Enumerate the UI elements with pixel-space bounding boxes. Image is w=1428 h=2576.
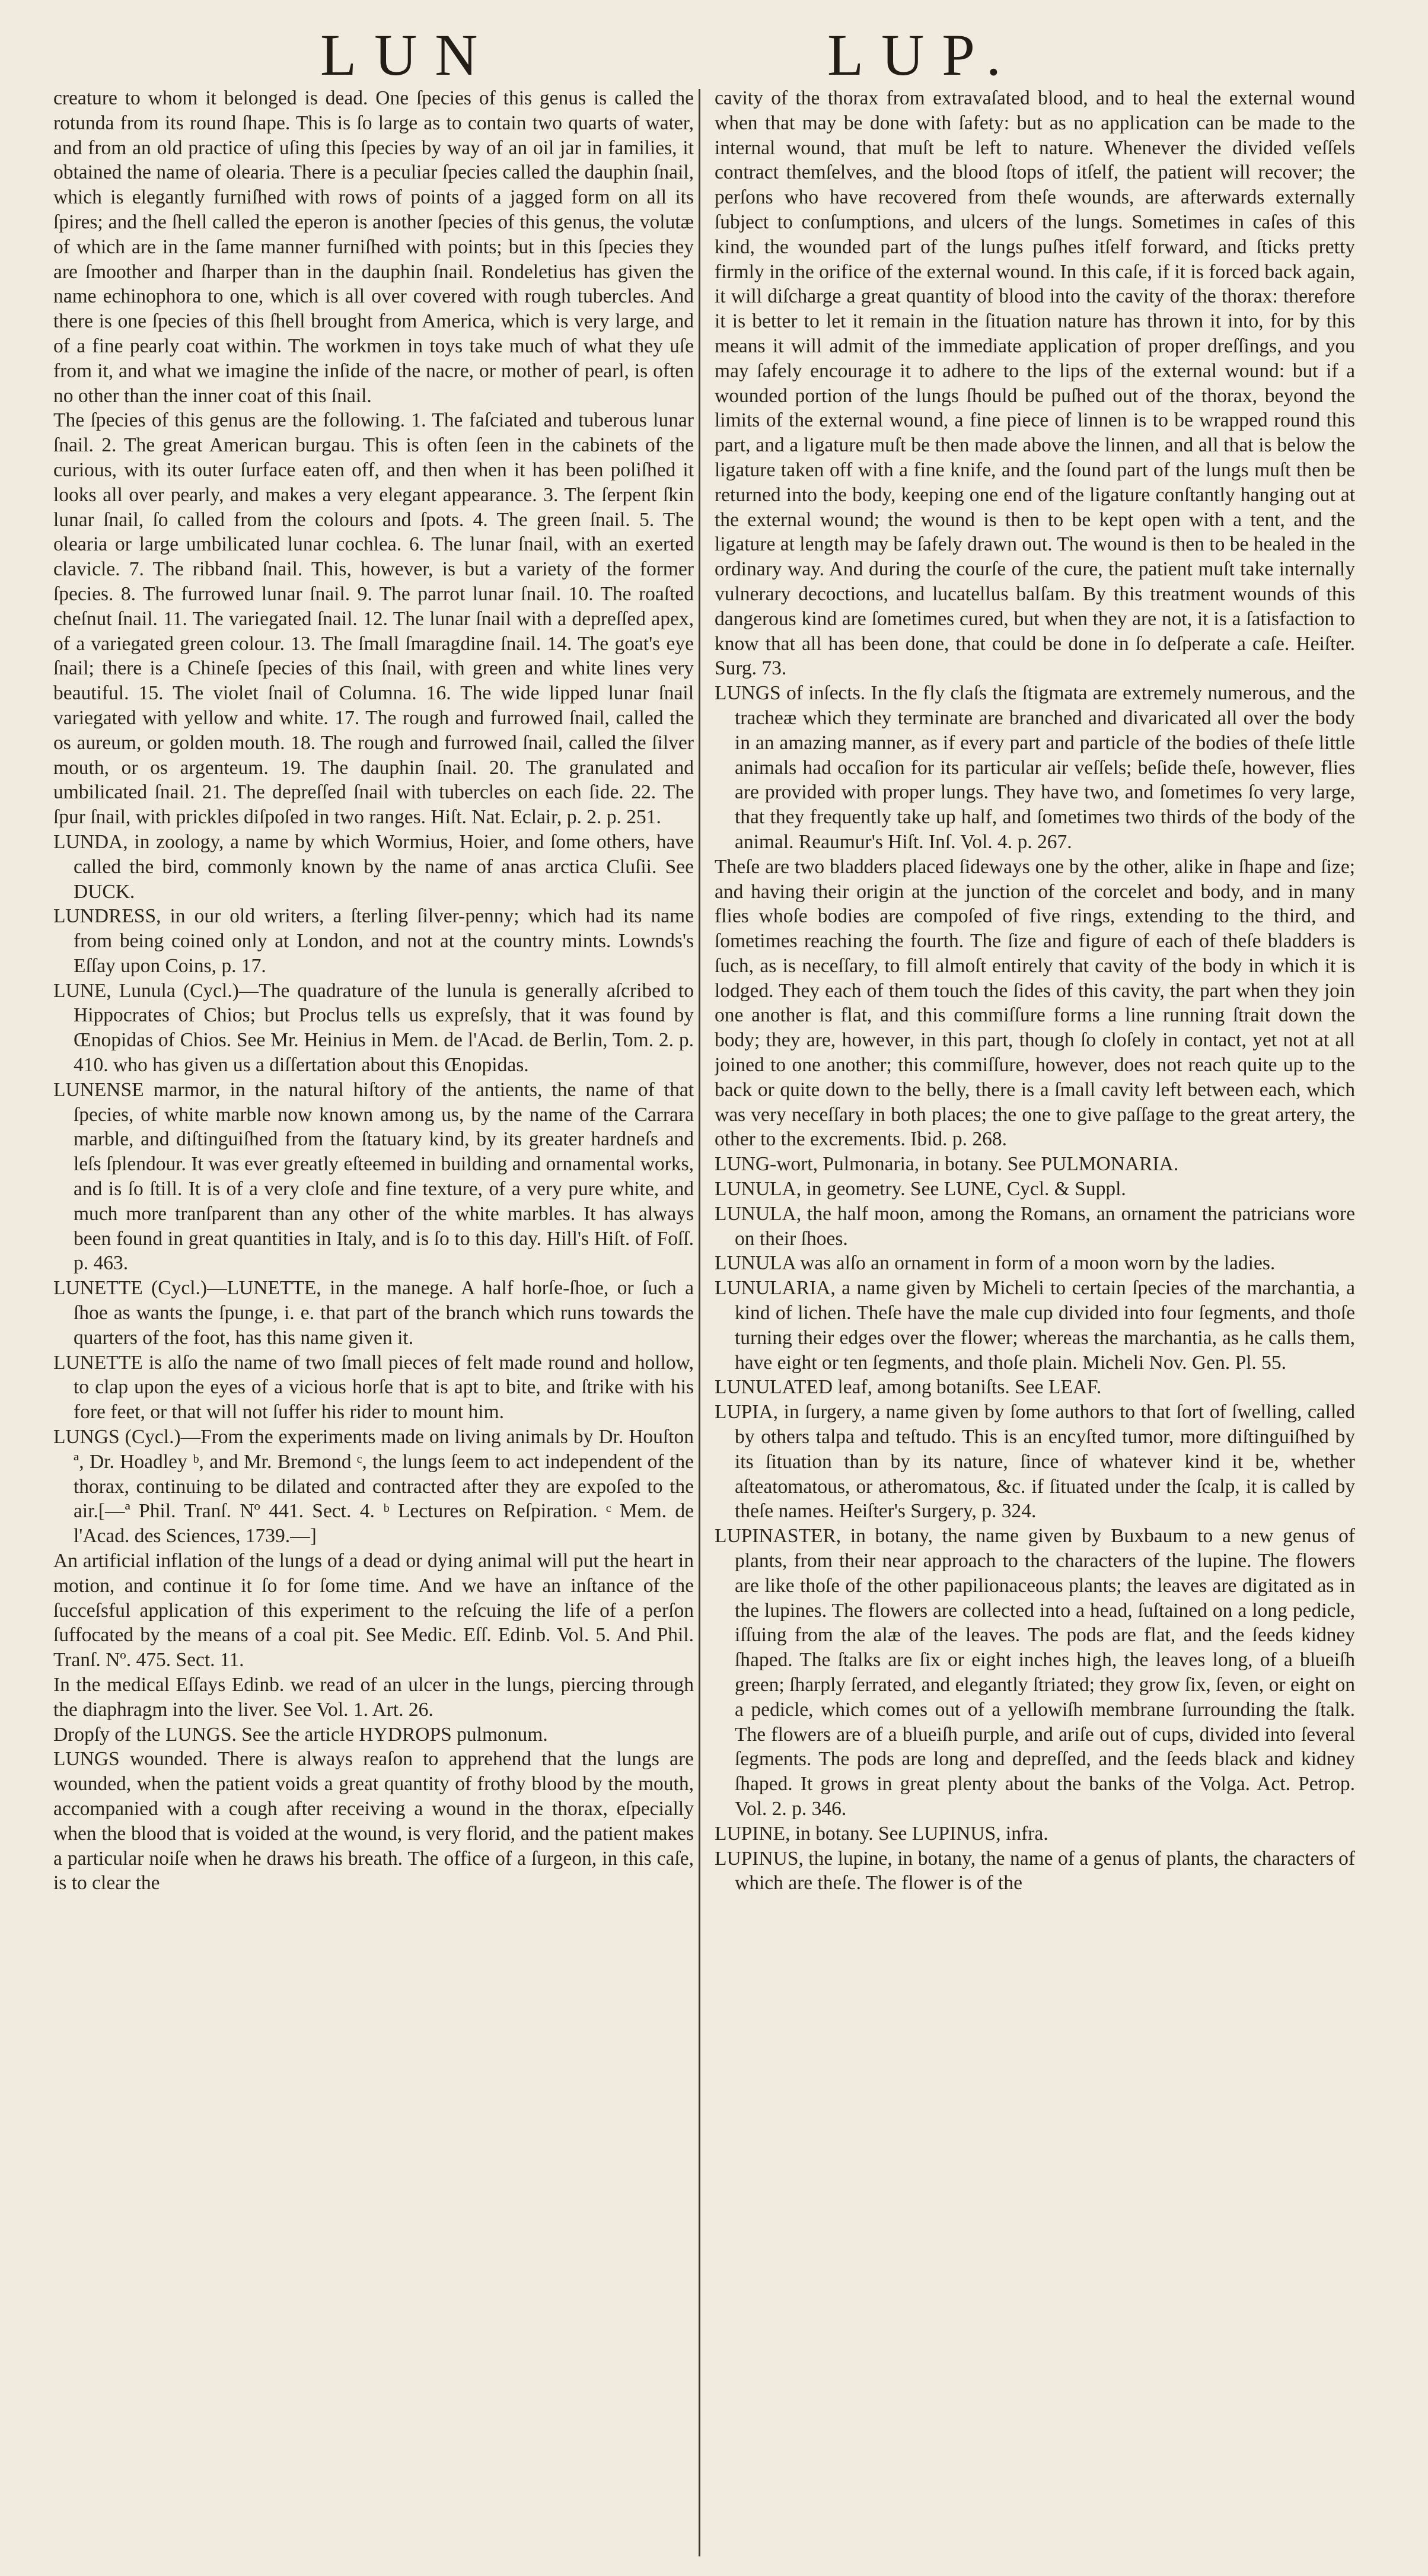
- entry-lunense: LUNENSE marmor, in the natural hiſtory of the antients, the name of that ſpecies, of white marble now known among us, by the name of the Carrara marble, and diſtinguiſhed from the ſtatuary kind, by its greater hardneſs and leſs ſplendour. It was ever greatly eſteemed in building and ornamental works, and is ſo ſtill. It is of a very cloſe and fine texture, of a very pure white, and much more tranſparent than any other of the white marbles. It has always been found in great quantities in Italy, and is ſo to this day. Hill's Hiſt. of Foſſ. p. 463.: [53, 1078, 694, 1275]
- entry-lunula-half-moon: LUNULA, the half moon, among the Romans, an ornament the patricians wore on their ſhoes.: [715, 1202, 1355, 1250]
- left-column: [53, 86, 694, 2559]
- paragraph: Dropſy of the LUNGS. See the article HYDROPS pulmonum.: [53, 1723, 548, 1746]
- entry-lune: LUNE, Lunula (Cycl.)—The quadrature of the lunula is generally aſcribed to Hippocrates of Chios; but Proclus tells us expreſsly, that it was found by Œnopidas of Chios. See Mr. Heinius in Mem. de l'Acad. de Berlin, Tom. 2. p. 410. who has given us a diſſertation about this Œnopidas.: [53, 979, 694, 1077]
- column-divider: [699, 89, 700, 2556]
- entry-lunula-geometry: LUNULA, in geometry. See LUNE, Cycl. & Suppl.: [715, 1178, 1126, 1201]
- entry-lunette: LUNETTE (Cycl.)—LUNETTE, in the manege. A half horſe-ſhoe, or ſuch a ſhoe as wants the ſpunge, i. e. that part of the branch which runs towards the quarters of the foot, has this name given it.: [53, 1277, 694, 1349]
- paragraph: In the medical Eſſays Edinb. we read of an ulcer in the lungs, piercing through the diaphragm into the liver. See Vol. 1. Art. 26.: [53, 1674, 694, 1721]
- entry-lundress: LUNDRESS, in our old writers, a ſterling ſilver-penny; which had its name from being coined only at London, and not at the country mints. Lownds's Eſſay upon Coins, p. 17.: [53, 905, 694, 977]
- header-left-word: LUN: [320, 22, 496, 88]
- right-column: [715, 86, 1355, 2559]
- entry-lung-wort: LUNG-wort, Pulmonaria, in botany. See PULMONARIA.: [715, 1153, 1179, 1176]
- header-right-word: LUP.: [827, 22, 1019, 88]
- entry-lunda: LUNDA, in zoology, a name by which Wormius, Hoier, and ſome others, have called the bird, commonly known by the name of anas arctica Cluſii. See DUCK.: [53, 830, 694, 903]
- entry-lupia: LUPIA, in ſurgery, a name given by ſome authors to that ſort of ſwelling, called by others talpa and teſtudo. This is an encyſted tumor, more diſtinguiſhed by its ſituation than by its nature, ſince of whatever kind it be, whether aſteatomatous, or atheromatous, &c. if ſituated under the ſcalp, it is called by theſe names. Heiſter's Surgery, p. 324.: [715, 1401, 1355, 1523]
- paragraph: An artificial inflation of the lungs of a dead or dying animal will put the heart in motion, and continue it ſo for ſome time. And we have an inſtance of the ſucceſsful application of this experiment to the reſcuing the life of a perſon ſuffocated by the means of a coal pit. See Medic. Eſſ. Edinb. Vol. 5. And Phil. Tranſ. Nº. 475. Sect. 11.: [53, 1550, 694, 1671]
- entry-lupine: LUPINE, in botany. See LUPINUS, infra.: [715, 1822, 1048, 1845]
- entry-lungs: LUNGS (Cycl.)—From the experiments made on living animals by Dr. Houſton ª, Dr. Hoadley ᵇ, and Mr. Bremond ᶜ, the lungs ſeem to act independent of the thorax, continuing to be dilated and contracted after they are expoſed to the air.[—ª Phil. Tranſ. Nº 441. Sect. 4. ᵇ Lectures on Reſpiration. ᶜ Mem. de l'Acad. des Sciences, 1739.—]: [53, 1426, 694, 1547]
- entry-lupinaster: LUPINASTER, in botany, the name given by Buxbaum to a new genus of plants, from their near approach to the characters of the lupine. The flowers are like thoſe of the other papilionaceous plants; the leaves are digitated as in the lupines. The flowers are collected into a head, ſuſtained on a long pedicle, iſſuing from the alæ of the leaves. The pods are flat, and the ſeeds kidney ſhaped. The ſtalks are ſix or eight inches high, the leaves long, of a blueiſh green; ſharply ſerrated, and elegantly ſtriated; they grow ſix, ſeven, or eight on a pedicle, which comes out of a yellowiſh membrane ſurrounding the ſtalk. The flowers are of a blueiſh purple, and ariſe out of cups, divided into ſeveral ſegments. The pods are long and depreſſed, and the ſeeds black and kidney ſhaped. It grows in great plenty about the banks of the Volga. Act. Petrop. Vol. 2. p. 346.: [715, 1525, 1355, 1820]
- paragraph: creature to whom it belonged is dead. One ſpecies of this genus is called the rotunda from its round ſhape. This is ſo large as to contain two quarts of water, and from an old practice of uſing this ſpecies by way of an oil jar in families, it obtained the name of olearia. There is a peculiar ſpecies called the dauphin ſnail, which is elegantly furniſhed with rows of points of a jagged form on all its ſpires; and the ſhell called the eperon is another ſpecies of this genus, the volutæ of which are in the ſame manner furniſhed with points; but in this ſpecies they are ſmoother and ſharper than in the dauphin ſnail. Rondeletius has given the name echinophora to one, which is all over covered with rough tubercles. And there is one ſpecies of this ſhell brought from America, which is very large, and of a fine pearly coat within. The workmen in toys take much of what they uſe from it, and what we imagine the inſide of the nacre, or mother of pearl, is often no other than the inner coat of this ſnail.: [53, 87, 694, 407]
- entry-lungs-of-insects: LUNGS of inſects. In the fly claſs the ſtigmata are extremely numerous, and the tracheæ which they terminate are branched and divaricated all over the body in an amazing manner, as if every part and particle of the bodies of theſe little animals had occaſion for its particular air veſſels; beſide theſe, however, flies are provided with proper lungs. They have two, and ſometimes ſo very large, that they frequently take up half, and ſometimes two thirds of the body of the animal. Reaumur's Hiſt. Inſ. Vol. 4. p. 267.: [715, 682, 1355, 853]
- entry-lupinus: LUPINUS, the lupine, in botany, the name of a genus of plants, the characters of which are theſe. The flower is of the: [715, 1847, 1355, 1894]
- entry-lunette-felt: LUNETTE is alſo the name of two ſmall pieces of felt made round and hollow, to clap upon the eyes of a vicious horſe that is apt to bite, and ſtrike with his fore feet, or that will not ſuffer his rider to mount him.: [53, 1351, 694, 1424]
- entry-lunula-ornament: LUNULA was alſo an ornament in form of a moon worn by the ladies.: [715, 1252, 1276, 1275]
- paragraph: cavity of the thorax from extravaſated blood, and to heal the external wound when that may be done with ſafety: but as no application can be made to the internal wound, that muſt be left to nature. Whenever the divided veſſels contract themſelves, and the blood ſtops of itſelf, the patient will recover; the perſons who have recovered from theſe wounds, are afterwards externally ſubject to conſumptions, and ulcers of the lungs. Sometimes in caſes of this kind, the wounded part of the lungs puſhes itſelf forward, and ſticks pretty firmly in the orifice of the external wound. In this caſe, if it is forced back again, it will diſcharge a great quantity of blood into the cavity of the thorax: therefore it is better to let it remain in the ſituation nature has thrown it into, for by this means it will admit of the immediate application of proper dreſſings, and you may ſafely encourage it to adhere to the lips of the external wound: but if a wounded portion of the lungs ſhould be puſhed out of the thorax, beyond the limits of the external wound, a fine piece of linnen is to be wrapped round this part, and a ligature muſt be then made above the linnen, and all that is below the ligature taken off with a fine knife, and the ſound part of the lungs muſt then be returned into the body, keeping one end of the ligature conſtantly hanging out at the external wound; the wound is then to be kept open with a tent, and the ligature at length may be ſafely drawn out. The wound is then to be healed in the ordinary way. And during the courſe of the cure, the patient muſt take internally vulnerary decoctions, and lucatellus balſam. By this treatment wounds of this dangerous kind are ſometimes cured, but when they are not, it is a ſatisfaction to know that all has been done, that could be done in ſo deſperate a caſe. Heiſter. Surg. 73.: [715, 87, 1355, 680]
- paragraph: LUNGS wounded. There is always reaſon to apprehend that the lungs are wounded, when the patient voids a great quantity of frothy blood by the mouth, accompanied with a cough after receiving a wound in the thorax, eſpecially when the blood that is voided at the wound, is very florid, and the patient makes a particular noiſe when he draws his breath. The office of a ſurgeon, in this caſe, is to clear the: [53, 1748, 694, 1894]
- paragraph: The ſpecies of this genus are the following. 1. The faſciated and tuberous lunar ſnail. 2. The great American burgau. This is often ſeen in the cabinets of the curious, with its outer ſurface eaten off, and then when it has been poliſhed it looks all over pearly, and makes a very elegant appearance. 3. The ſerpent ſkin lunar ſnail, ſo called from the colours and ſpots. 4. The green ſnail. 5. The olearia or large umbilicated lunar cochlea. 6. The lunar ſnail, with an exerted clavicle. 7. The ribband ſnail. This, however, is but a variety of the former ſpecies. 8. The furrowed lunar ſnail. 9. The parrot lunar ſnail. 10. The roaſted cheſnut ſnail. 11. The variegated ſnail. 12. The lunar ſnail with a depreſſed apex, of a variegated green colour. 13. The ſmall ſmaragdine ſnail. 14. The goat's eye ſnail; there is a Chineſe ſpecies of this ſnail, with green and white lines very beautiful. 15. The violet ſnail of Columna. 16. The wide lipped lunar ſnail variegated with yellow and white. 17. The rough and furrowed ſnail, called the os aureum, or golden mouth. 18. The rough and furrowed ſnail, called the ſilver mouth, or os argenteum. 19. The dauphin ſnail. 20. The granulated and umbilicated ſnail. 21. The depreſſed ſnail with tubercles on each ſide. 22. The ſpur ſnail, with prickles diſpoſed in two ranges. Hiſt. Nat. Eclair, p. 2. p. 251.: [53, 409, 694, 829]
- running-header: [0, 17, 1428, 94]
- entry-lunularia: LUNULARIA, a name given by Micheli to certain ſpecies of the marchantia, a kind of lichen. Theſe have the male cup divided into four ſegments, and thoſe turning their edges over the flower; whereas the marchantia, as he calls them, have eight or ten ſegments, and thoſe plain. Micheli Nov. Gen. Pl. 55.: [715, 1277, 1355, 1374]
- paragraph: Theſe are two bladders placed ſideways one by the other, alike in ſhape and ſize; and having their origin at the junction of the corcelet and body, and in many flies whoſe bodies are compoſed of five rings, extending to the third, and ſometimes reaching the fourth. The ſize and figure of each of theſe bladders is ſuch, as is neceſſary, to fill almoſt entirely that cavity of the body in which it is lodged. They each of them touch the ſides of this cavity, the part when they join one another is flat, and this commiſſure forms a line running ſtrait down the body; they are, however, in this part, though ſo cloſely in contact, yet not at all joined to one another; this commiſſure, however, does not reach quite up to the back or quite down to the belly, there is a ſmall cavity left between each, which was very neceſſary in both places; the one to give paſſage to the great artery, the other to the excrements. Ibid. p. 268.: [715, 855, 1355, 1151]
- entry-lunulated: LUNULATED leaf, among botaniſts. See LEAF.: [715, 1376, 1102, 1399]
